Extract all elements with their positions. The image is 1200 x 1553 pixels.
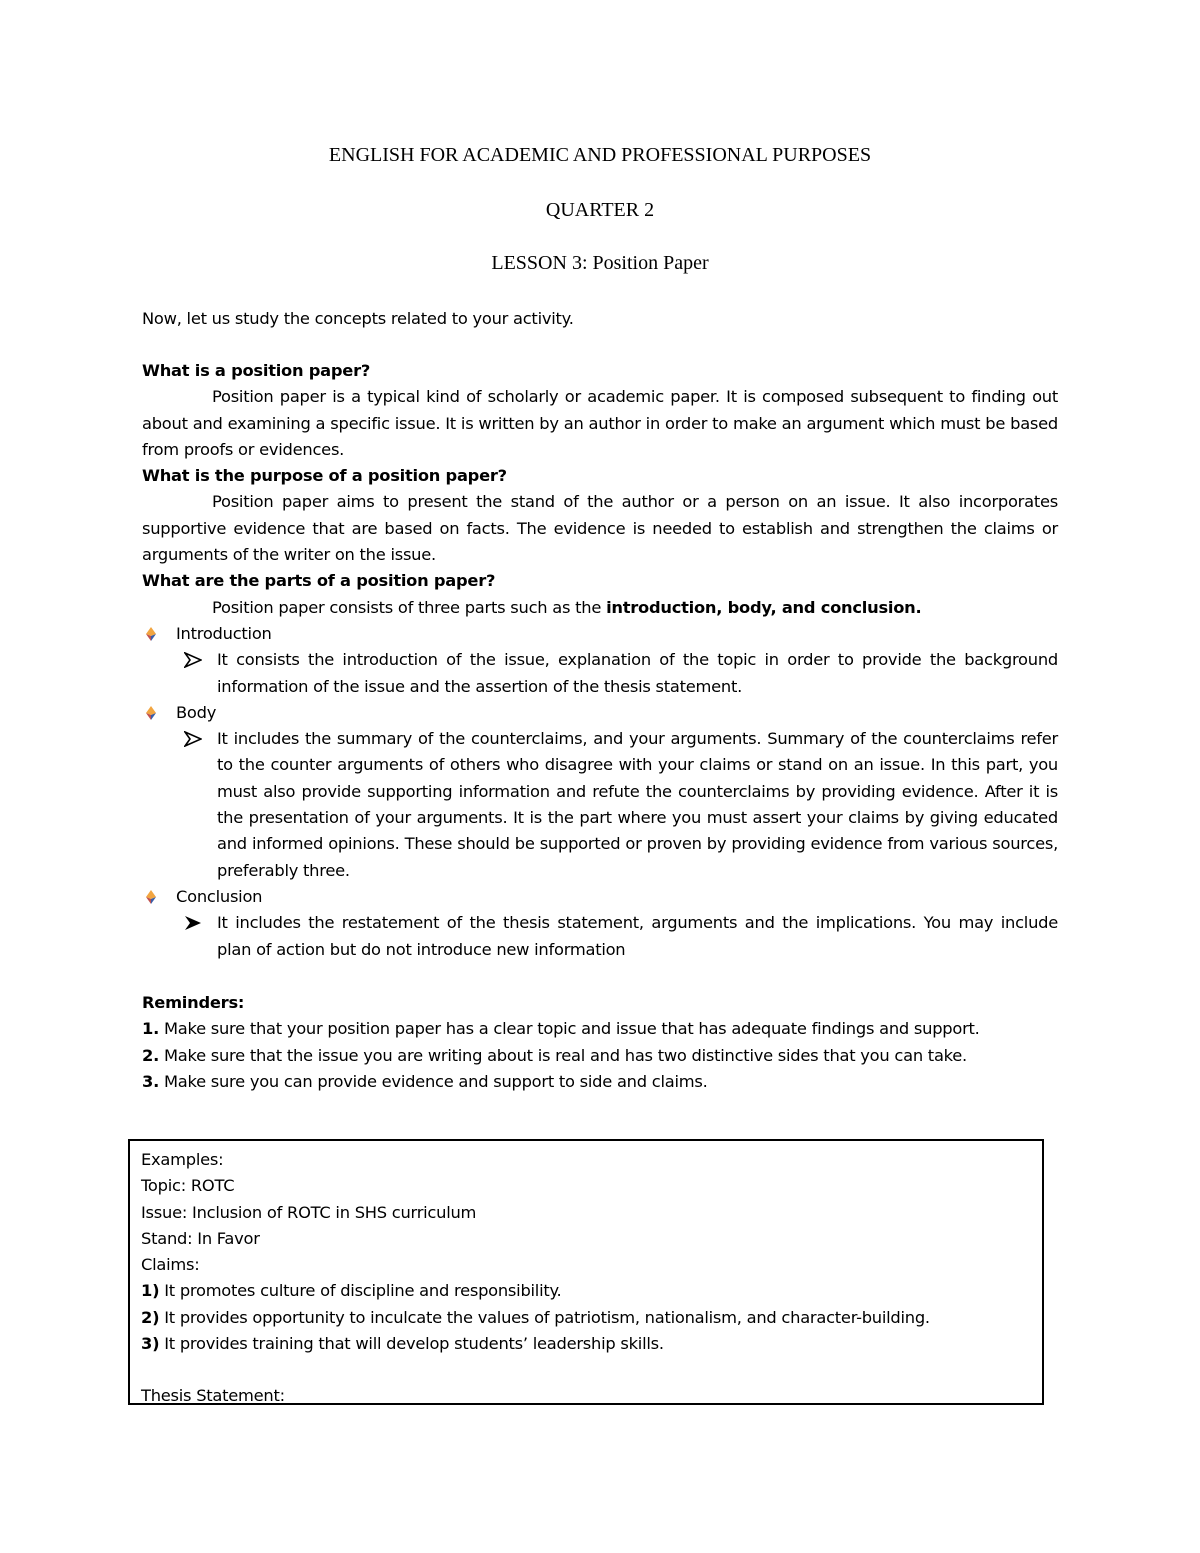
answer-what-is: Position paper is a typical kind of scholarly or academic paper. It is composed subsequent to finding out about and examining a specific issue. It is written by an author in order to make an argument which must be based from proofs or evidences. [142, 387, 1058, 459]
claim-item [141, 1305, 1032, 1331]
part-conclusion-label: Conclusion [176, 886, 263, 906]
stand-label: Stand: [141, 1228, 198, 1248]
example-topic [141, 1173, 1032, 1199]
claim-text: It provides opportunity to inculcate the values of patriotism, nationalism, and character-building. [159, 1307, 930, 1327]
course-title: ENGLISH FOR ACADEMIC AND PROFESSIONAL PURPOSES [328, 144, 872, 166]
claim-num: 2) [141, 1307, 160, 1327]
spacer [141, 1357, 1032, 1383]
stand-value: In Favor [197, 1228, 260, 1248]
part-conclusion [142, 884, 1058, 910]
lesson-title [142, 252, 1058, 275]
examples-box [128, 1139, 1044, 1405]
part-introduction-detail: It consists the introduction of the issue, explanation of the topic in order to provide the background information of the issue and the assertion of the thesis statement. [217, 650, 1058, 696]
answer-parts [142, 595, 1058, 621]
part-introduction [142, 621, 1058, 647]
claim-num: 1) [141, 1281, 160, 1301]
part-body-label: Body [176, 702, 217, 722]
lesson-prefix: LESSON 3: [491, 252, 593, 274]
example-issue [141, 1200, 1032, 1226]
examples-heading: Examples: [141, 1150, 224, 1169]
reminders-heading: Reminders: [142, 993, 245, 1012]
diamond-arrow-icon [142, 705, 160, 721]
claim-item [141, 1331, 1032, 1357]
claim-text: It provides training that will develop students’ leadership skills. [159, 1334, 664, 1354]
question-what-is: What is a position paper? [142, 361, 371, 380]
part-body-detail: It includes the summary of the counterclaims, and your arguments. Summary of the counterclaims refer to the counter arguments of others who disagree with your claims or stand on an issue. In this part, you must also provide supporting information and refute the counterclaims by providing evidence. After it is the presentation of your arguments. It is the part where you must assert your claims by giving educated and informed opinions. These should be supported or proven by providing evidence from various sources, preferably three. [217, 729, 1058, 880]
claim-text: It promotes culture of discipline and responsibility. [159, 1281, 562, 1301]
lesson-name: Position Paper [592, 252, 709, 274]
answer-parts-prefix: Position paper consists of three parts such as the [212, 597, 607, 617]
reminder-text: Make sure you can provide evidence and support to side and claims. [159, 1071, 708, 1091]
reminder-num: 2. [142, 1045, 160, 1065]
question-purpose: What is the purpose of a position paper? [142, 466, 507, 486]
chevron-right-icon [184, 915, 202, 931]
part-conclusion-detail-row [142, 910, 1058, 963]
diamond-arrow-icon [142, 626, 160, 642]
reminder-text: Make sure that your position paper has a clear topic and issue that has adequate findings and support. [159, 1019, 980, 1039]
answer-parts-bold: introduction, body, and conclusion [606, 597, 916, 617]
diamond-arrow-icon [142, 889, 160, 905]
part-introduction-detail-row [142, 647, 1058, 700]
reminder-item [142, 1043, 1058, 1069]
part-body-detail-row [142, 726, 1058, 884]
main-content [142, 358, 1058, 963]
thesis-label: Thesis Statement: [141, 1386, 285, 1406]
part-conclusion-detail: It includes the restatement of the thesis statement, arguments and the implications. You may include plan of action but do not introduce new information [217, 913, 1058, 959]
part-introduction-label: Introduction [176, 623, 272, 643]
topic-label: Topic: [141, 1176, 191, 1196]
claims-label: Claims: [141, 1255, 200, 1275]
reminder-text: Make sure that the issue you are writing about is real and has two distinctive sides that you can take. [159, 1045, 967, 1065]
answer-purpose: Position paper aims to present the stand of the author or a person on an issue. It also incorporates supportive evidence that are based on facts. The evidence is needed to establish and strengthen the claims or arguments of the writer on the issue. [142, 492, 1058, 565]
reminders [142, 990, 1058, 1095]
claim-item [141, 1278, 1032, 1304]
question-parts: What are the parts of a position paper? [142, 571, 496, 591]
reminder-item [142, 1069, 1058, 1095]
part-body [142, 700, 1058, 726]
reminder-num: 3. [142, 1071, 160, 1091]
issue-value: Inclusion of ROTC in SHS curriculum [192, 1202, 477, 1222]
reminder-item [142, 1016, 1058, 1042]
intro-line: Now, let us study the concepts related to your activity. [142, 309, 574, 328]
topic-value: ROTC [190, 1176, 235, 1196]
example-stand [141, 1226, 1032, 1252]
chevron-right-icon [184, 652, 202, 668]
quarter-title: QUARTER 2 [545, 199, 655, 221]
issue-label: Issue: [141, 1202, 193, 1222]
answer-parts-suffix: . [915, 597, 922, 617]
reminder-num: 1. [142, 1019, 160, 1039]
claim-num: 3) [141, 1334, 160, 1354]
chevron-right-icon [184, 731, 202, 747]
